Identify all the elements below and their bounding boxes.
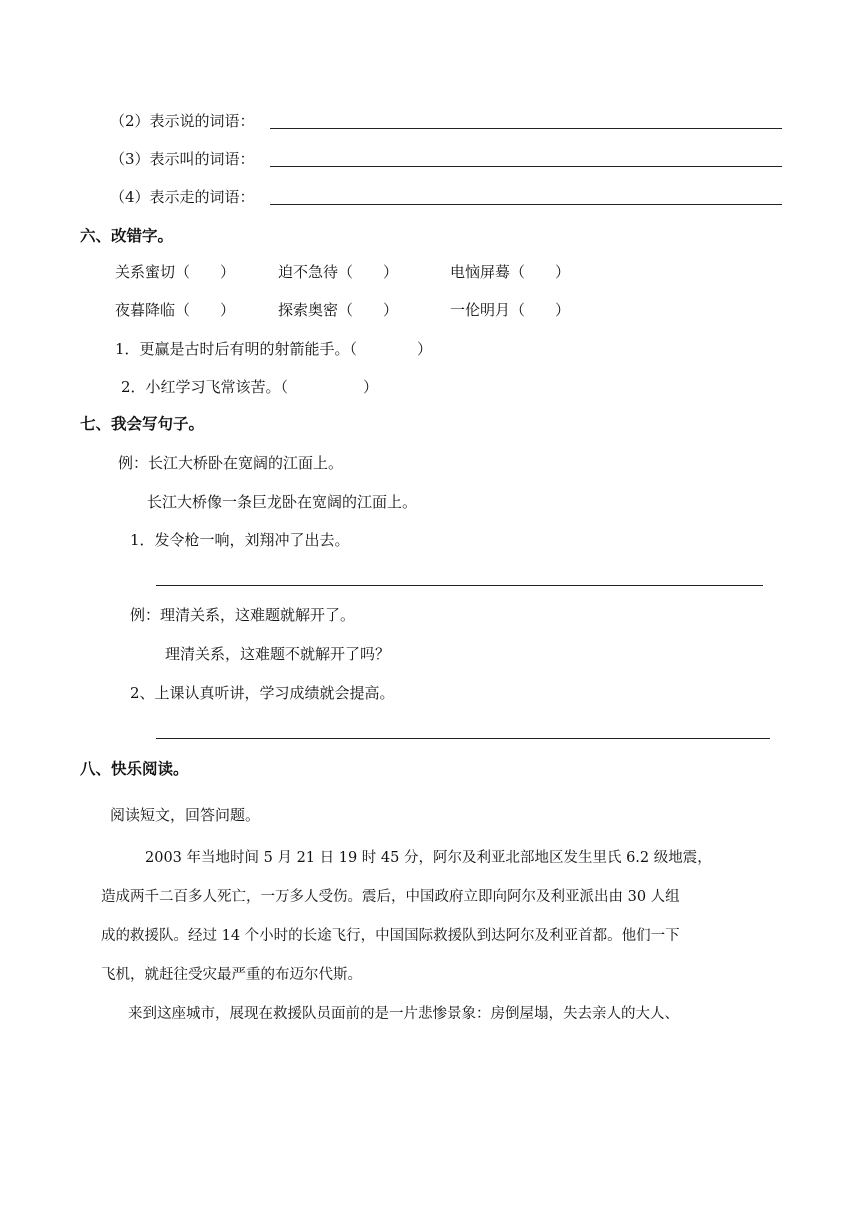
- typo-sentence-1: 1．更赢是古时后有明的射箭能手。（ ）: [115, 340, 433, 358]
- passage-line-2: 造成两千二百多人死亡，一万多人受伤。震后，中国政府立即向阿尔及利亚派出由 30 人组: [101, 889, 680, 905]
- example1-rewrite: 长江大桥像一条巨龙卧在宽阔的江面上。: [147, 493, 418, 511]
- section6-title: 六、改错字。: [80, 227, 174, 245]
- fill-item-say: （2）表示说的词语：: [110, 112, 255, 130]
- passage-line-4: 飞机，就赶往受灾最严重的布迈尔代斯。: [101, 967, 362, 983]
- typo-sentence-2: 2．小红学习飞常该苦。（ ）: [121, 378, 379, 396]
- answer-line-q1[interactable]: [156, 585, 763, 586]
- passage-line-1: 2003 年当地时间 5 月 21 日 19 时 45 分，阿尔及利亚北部地区发生里氏 6.2 级地震，: [145, 850, 712, 866]
- fill-item-walk: （4）表示走的词语：: [110, 188, 255, 206]
- section8-title: 八、快乐阅读。: [80, 760, 189, 778]
- typo-item-5: 探索奥密（ ）: [278, 301, 399, 319]
- question2: 2、上课认真听讲，学习成绩就会提高。: [130, 684, 395, 702]
- passage-line-5: 来到这座城市，展现在救援队员面前的是一片悲惨景象：房倒屋塌，失去亲人的大人、: [128, 1006, 679, 1022]
- fill-item-call: （3）表示叫的词语：: [110, 150, 255, 168]
- typo-item-1: 关系蜜切（ ）: [115, 263, 236, 281]
- example2-rewrite: 理清关系，这难题不就解开了吗？: [165, 645, 391, 663]
- question1: 1．发令枪一响，刘翔冲了出去。: [130, 531, 350, 549]
- answer-line-walk[interactable]: [270, 204, 782, 205]
- answer-line-q2[interactable]: [156, 738, 770, 739]
- typo-item-6: 一伦明月（ ）: [450, 301, 571, 319]
- reading-instruction: 阅读短文，回答问题。: [110, 806, 261, 824]
- answer-line-call[interactable]: [270, 166, 782, 167]
- passage-line-3: 成的救援队。经过 14 个小时的长途飞行，中国国际救援队到达阿尔及利亚首都。他们一下: [101, 928, 680, 944]
- section7-title: 七、我会写句子。: [80, 415, 205, 433]
- typo-item-3: 电恼屏蓦（ ）: [450, 263, 571, 281]
- example2-original: 例：理清关系，这难题就解开了。: [130, 606, 356, 624]
- typo-item-4: 夜暮降临（ ）: [115, 301, 236, 319]
- example1-original: 例：长江大桥卧在宽阔的江面上。: [118, 454, 344, 472]
- typo-item-2: 迫不急待（ ）: [278, 263, 399, 281]
- answer-line-say[interactable]: [270, 128, 782, 129]
